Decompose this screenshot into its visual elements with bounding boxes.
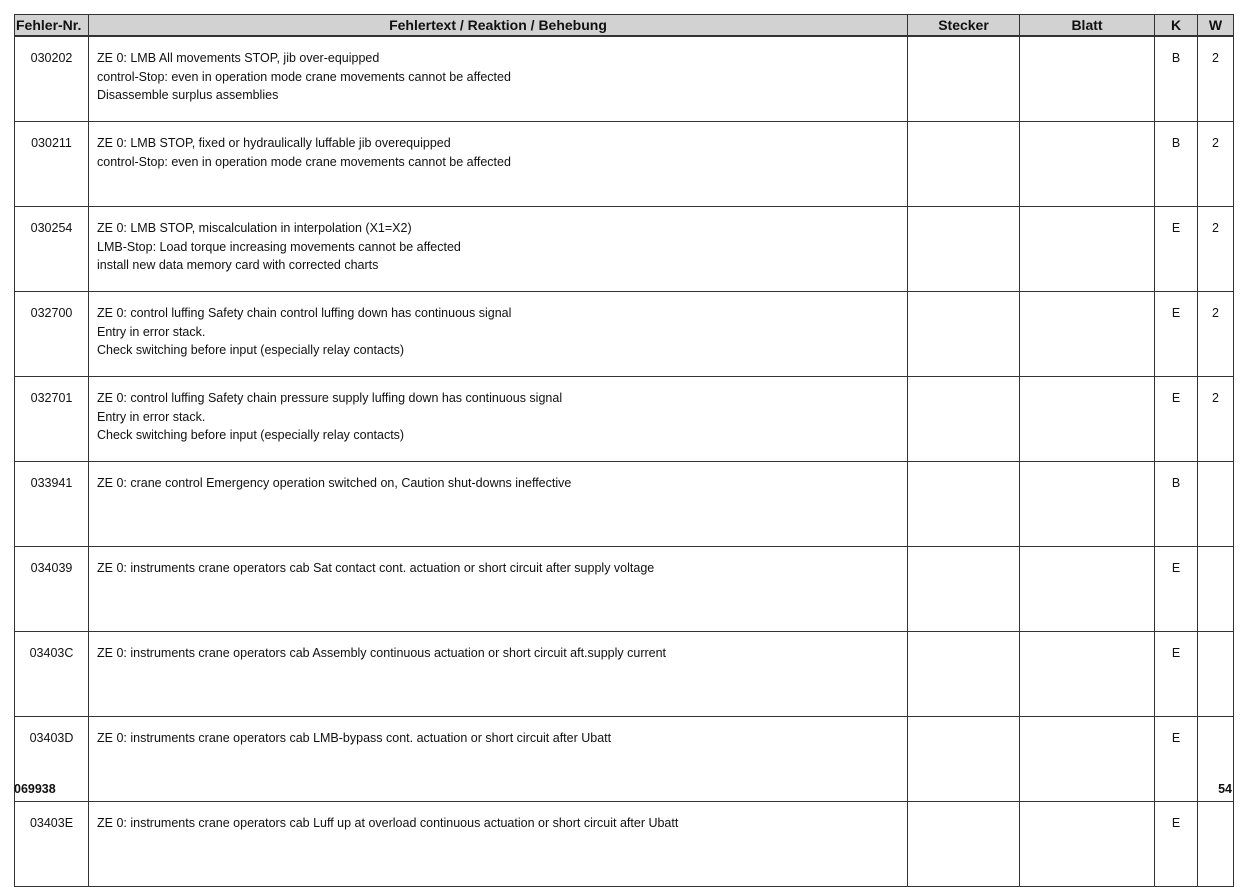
error-number: 030211 <box>15 122 89 207</box>
error-text-line: ZE 0: instruments crane operators cab Assembly continuous actuation or short circuit aft.supply current <box>97 646 667 660</box>
category-w-cell <box>1198 802 1234 887</box>
document-number: 069938 <box>14 782 56 796</box>
table-row <box>15 632 1234 717</box>
category-w-cell <box>1198 547 1234 632</box>
category-k-cell: E <box>1155 292 1198 377</box>
error-number: 03403E <box>15 802 89 887</box>
error-text-line: Entry in error stack. <box>97 324 206 339</box>
header-error-number: Fehler-Nr. <box>15 15 89 37</box>
category-w-cell <box>1198 462 1234 547</box>
error-text-line: ZE 0: instruments crane operators cab Sat contact cont. actuation or short circuit after supply voltage <box>97 561 655 575</box>
error-number: 030254 <box>15 207 89 292</box>
sheet-cell <box>1020 632 1155 717</box>
table-row <box>15 717 1234 802</box>
category-w-cell: 2 <box>1198 292 1234 377</box>
sheet-cell <box>1020 717 1155 802</box>
error-text-line: ZE 0: LMB All movements STOP, jib over-equipped <box>97 51 380 65</box>
category-k-cell: E <box>1155 717 1198 802</box>
sheet-cell <box>1020 547 1155 632</box>
table-row <box>15 802 1234 887</box>
category-w-cell: 2 <box>1198 36 1234 122</box>
sheet-cell <box>1020 36 1155 122</box>
connector-cell <box>908 802 1020 887</box>
error-text-line: Entry in error stack. <box>97 409 206 424</box>
table-header-row <box>15 15 1234 37</box>
category-k-cell: E <box>1155 802 1198 887</box>
category-k-cell: E <box>1155 632 1198 717</box>
error-code-table <box>14 14 1234 887</box>
error-text <box>89 292 908 377</box>
sheet-cell <box>1020 207 1155 292</box>
error-text <box>89 462 908 547</box>
category-w-cell <box>1198 632 1234 717</box>
header-sheet: Blatt <box>1020 15 1155 37</box>
error-number: 032700 <box>15 292 89 377</box>
error-text <box>89 36 908 122</box>
connector-cell <box>908 377 1020 462</box>
header-connector: Stecker <box>908 15 1020 37</box>
error-text <box>89 717 908 802</box>
table-row <box>15 36 1234 122</box>
connector-cell <box>908 122 1020 207</box>
category-k-cell: E <box>1155 207 1198 292</box>
error-text <box>89 547 908 632</box>
sheet-cell <box>1020 462 1155 547</box>
header-error-text: Fehlertext / Reaktion / Behebung <box>89 15 908 37</box>
error-text-line: ZE 0: instruments crane operators cab Luff up at overload continuous actuation or short circuit after Ubatt <box>97 816 679 830</box>
connector-cell <box>908 292 1020 377</box>
error-text-line: control-Stop: even in operation mode crane movements cannot be affected <box>97 69 511 84</box>
error-text-line: ZE 0: LMB STOP, fixed or hydraulically luffable jib overequipped <box>97 136 451 150</box>
error-text-line: Check switching before input (especially relay contacts) <box>97 428 405 443</box>
table-row <box>15 207 1234 292</box>
category-k-cell: E <box>1155 547 1198 632</box>
error-text-line: control-Stop: even in operation mode crane movements cannot be affected <box>97 154 511 169</box>
connector-cell <box>908 547 1020 632</box>
error-number: 03403C <box>15 632 89 717</box>
error-text-line: ZE 0: control luffing Safety chain control luffing down has continuous signal <box>97 306 512 320</box>
sheet-cell <box>1020 122 1155 207</box>
category-k-cell: B <box>1155 36 1198 122</box>
connector-cell <box>908 717 1020 802</box>
error-number: 033941 <box>15 462 89 547</box>
category-k-cell: B <box>1155 122 1198 207</box>
error-text-line: LMB-Stop: Load torque increasing movements cannot be affected <box>97 239 461 254</box>
error-number: 03403D <box>15 717 89 802</box>
error-text-line: ZE 0: LMB STOP, miscalculation in interpolation (X1=X2) <box>97 221 412 235</box>
category-w-cell: 2 <box>1198 377 1234 462</box>
error-text <box>89 122 908 207</box>
category-w-cell: 2 <box>1198 207 1234 292</box>
header-category-w: W <box>1198 15 1234 37</box>
error-text-line: Disassemble surplus assemblies <box>97 88 279 103</box>
error-text-line: ZE 0: instruments crane operators cab LMB-bypass cont. actuation or short circuit after Ubatt <box>97 731 612 745</box>
table-row <box>15 292 1234 377</box>
category-k-cell: B <box>1155 462 1198 547</box>
connector-cell <box>908 207 1020 292</box>
category-w-cell: 2 <box>1198 122 1234 207</box>
error-text-line: Check switching before input (especially relay contacts) <box>97 343 405 358</box>
error-text <box>89 802 908 887</box>
error-number: 032701 <box>15 377 89 462</box>
table-row <box>15 377 1234 462</box>
header-category-k: K <box>1155 15 1198 37</box>
sheet-cell <box>1020 802 1155 887</box>
connector-cell <box>908 36 1020 122</box>
table-row <box>15 462 1234 547</box>
error-text-line: ZE 0: control luffing Safety chain pressure supply luffing down has continuous signal <box>97 391 563 405</box>
error-text <box>89 377 908 462</box>
category-k-cell: E <box>1155 377 1198 462</box>
table-row <box>15 547 1234 632</box>
error-text <box>89 207 908 292</box>
table-row <box>15 122 1234 207</box>
error-number: 030202 <box>15 36 89 122</box>
sheet-cell <box>1020 377 1155 462</box>
error-text-line: ZE 0: crane control Emergency operation switched on, Caution shut-downs ineffective <box>97 476 572 490</box>
sheet-cell <box>1020 292 1155 377</box>
error-text <box>89 632 908 717</box>
page-number: 54 <box>1218 782 1232 796</box>
connector-cell <box>908 462 1020 547</box>
connector-cell <box>908 632 1020 717</box>
error-number: 034039 <box>15 547 89 632</box>
error-text-line: install new data memory card with corrected charts <box>97 258 379 273</box>
